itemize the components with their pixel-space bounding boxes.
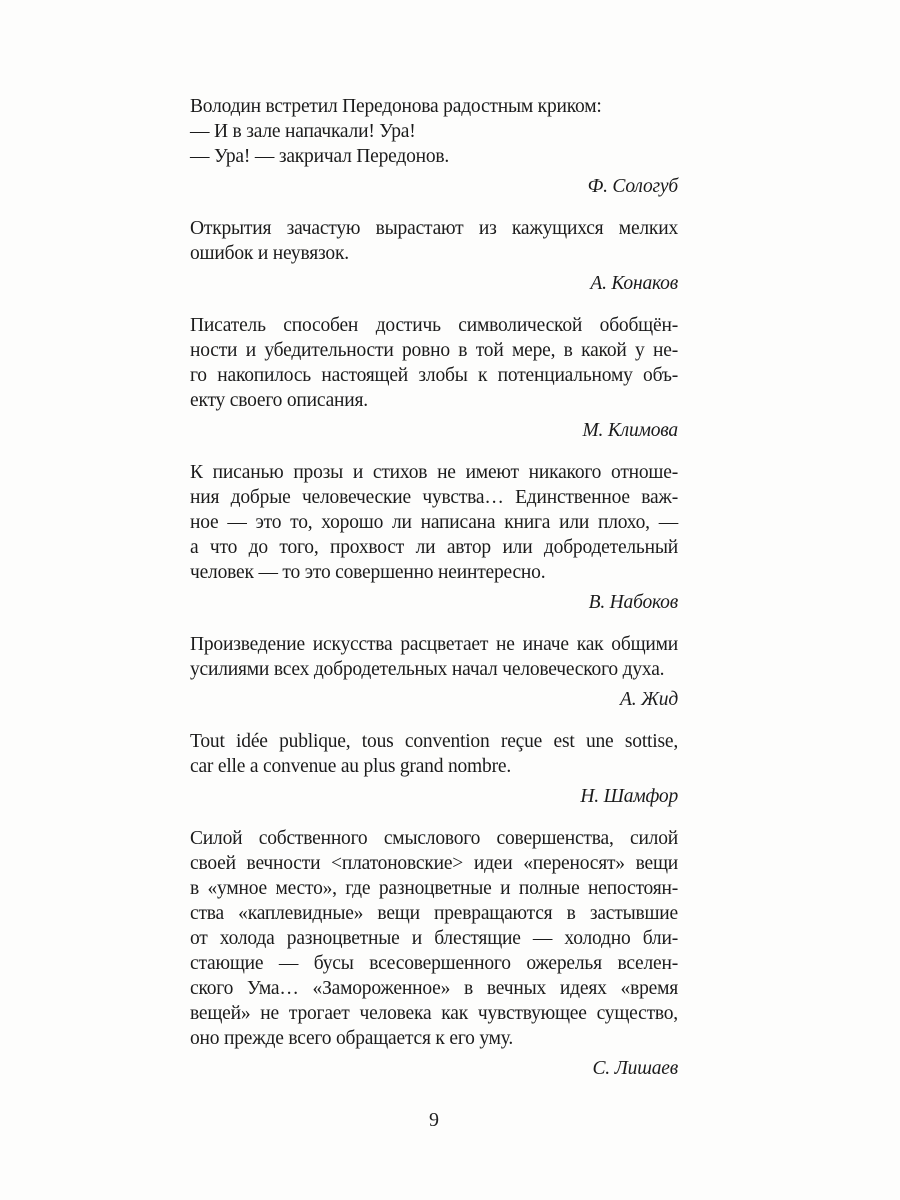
quote-line: а что до того, прохвост ли автор или добродетельный bbox=[190, 537, 678, 558]
quote-line: Tout idée publique, tous convention reçue est une sottise, bbox=[190, 731, 678, 752]
quote-author: Ф. Сологуб bbox=[587, 176, 678, 197]
quote-line: стающие — бусы всесовершенного ожерелья вселен- bbox=[190, 953, 678, 974]
quote-line: Открытия зачастую вырастают из кажущихся мелких bbox=[190, 218, 678, 239]
quote-line: — И в зале напачкали! Ура! bbox=[190, 121, 416, 142]
quote-text bbox=[190, 729, 678, 779]
page-footer bbox=[190, 1108, 678, 1133]
quote-line: го накопилось настоящей злобы к потенциальному объ- bbox=[190, 365, 678, 386]
quote-line: оно прежде всего обращается к его уму. bbox=[190, 1028, 514, 1049]
epigraphs-section bbox=[190, 94, 678, 1098]
quote-line: ности и убедительности ровно в той мере, в какой у не- bbox=[190, 340, 678, 361]
quote-block bbox=[190, 313, 678, 443]
quote-author: А. Конаков bbox=[590, 273, 678, 294]
quote-line: К писанью прозы и стихов не имеют никакого отноше- bbox=[190, 462, 678, 483]
quote-line: ное — это то, хорошо ли написана книга или плохо, — bbox=[190, 512, 678, 533]
quote-block bbox=[190, 460, 678, 615]
quote-line: — Ура! — закричал Передонов. bbox=[190, 146, 450, 167]
quote-line: car elle a convenue au plus grand nombre. bbox=[190, 756, 511, 777]
quote-author: А. Жид bbox=[620, 689, 678, 710]
quote-line: Володин встретил Передонова радостным криком: bbox=[190, 96, 602, 117]
quote-author: В. Набоков bbox=[588, 592, 678, 613]
quote-text bbox=[190, 94, 678, 169]
quote-line: в «умное место», где разноцветные и полные непостоян- bbox=[190, 878, 678, 899]
quote-line: ского Ума… «Замороженное» в вечных идеях «время bbox=[190, 978, 678, 999]
quote-block bbox=[190, 826, 678, 1081]
quote-author: М. Климова bbox=[582, 420, 678, 441]
quote-line: усилиями всех добродетельных начал человеческого духа. bbox=[190, 659, 665, 680]
quote-text bbox=[190, 313, 678, 413]
quote-line: Силой собственного смыслового совершенства, силой bbox=[190, 828, 678, 849]
quote-block bbox=[190, 632, 678, 712]
quote-line: человек — то это совершенно неинтересно. bbox=[190, 562, 546, 583]
page-number: 9 bbox=[429, 1109, 439, 1131]
quote-line: своей вечности <платоновские> идеи «переносят» вещи bbox=[190, 853, 678, 874]
quote-line: вещей» не трогает человека как чувствующее существо, bbox=[190, 1003, 678, 1024]
quote-block bbox=[190, 729, 678, 809]
quote-block bbox=[190, 216, 678, 296]
quote-line: ошибок и неувязок. bbox=[190, 243, 349, 264]
quote-text bbox=[190, 632, 678, 682]
quote-author: Н. Шамфор bbox=[580, 786, 678, 807]
quote-text bbox=[190, 460, 678, 585]
quote-line: ства «каплевидные» вещи превращаются в застывшие bbox=[190, 903, 678, 924]
quote-line: ния добрые человеческие чувства… Единственное важ- bbox=[190, 487, 678, 508]
quote-text bbox=[190, 216, 678, 266]
quote-line: Произведение искусства расцветает не иначе как общими bbox=[190, 634, 678, 655]
quote-text bbox=[190, 826, 678, 1051]
quote-line: от холода разноцветные и блестящие — холодно бли- bbox=[190, 928, 678, 949]
quote-block bbox=[190, 94, 678, 199]
quote-author: С. Лишаев bbox=[592, 1058, 678, 1079]
quote-line: екту своего описания. bbox=[190, 390, 368, 411]
quote-line: Писатель способен достичь символической обобщён- bbox=[190, 315, 678, 336]
